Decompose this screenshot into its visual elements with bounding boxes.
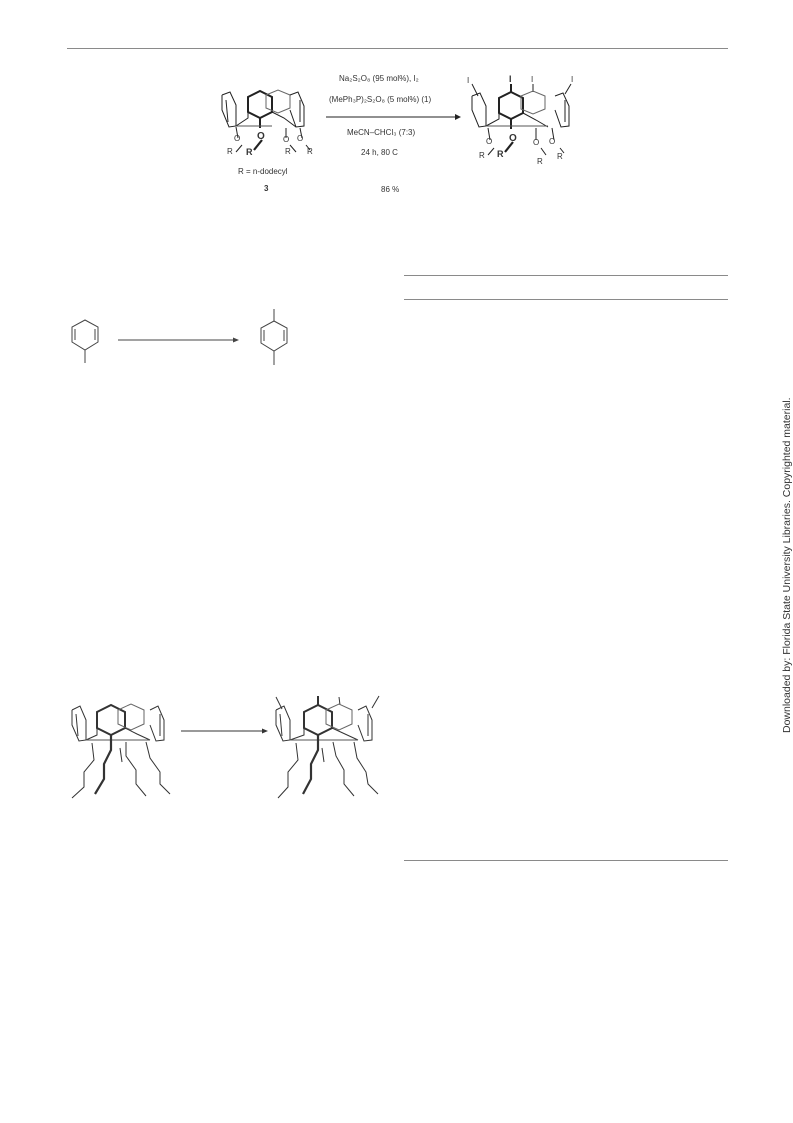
atom-label-i: I (531, 75, 534, 84)
atom-label-r: R (246, 147, 253, 157)
atom-label-i: I (467, 76, 470, 85)
atom-label-r: R (557, 152, 563, 161)
atom-label-i: I (509, 74, 512, 84)
download-notice: Downloaded by: Florida State University Libraries. Copyrighted material. (781, 397, 793, 733)
reagent-line-1: Na₂S₂O₈ (95 mol%), I₂ (339, 74, 419, 83)
atom-label-o: O (257, 131, 265, 142)
atom-label-r: R (227, 147, 233, 156)
atom-label-r: R (285, 147, 291, 156)
atom-label-o: O (283, 135, 290, 144)
conditions-label: 24 h, 80 C (361, 148, 398, 157)
atom-label-r: R (307, 147, 313, 156)
atom-label-o: O (297, 134, 304, 143)
solvent-label: MeCN–CHCl₃ (7:3) (347, 128, 416, 137)
atom-label-o: O (234, 134, 241, 143)
yield-label: 86 % (381, 185, 400, 194)
atom-label-o: O (533, 138, 540, 147)
atom-label-r: R (497, 149, 504, 159)
atom-label-o: O (549, 137, 556, 146)
atom-label-o: O (509, 133, 517, 144)
compound-number: 3 (264, 184, 269, 193)
atom-label-i: I (571, 75, 574, 84)
reagent-line-2: (MePh₃P)₂S₂O₈ (5 mol%) (1) (329, 95, 432, 104)
atom-label-r: R (537, 157, 543, 166)
atom-label-o: O (486, 137, 493, 146)
r-group-definition: R = n-dodecyl (238, 167, 288, 176)
atom-label-r: R (479, 151, 485, 160)
